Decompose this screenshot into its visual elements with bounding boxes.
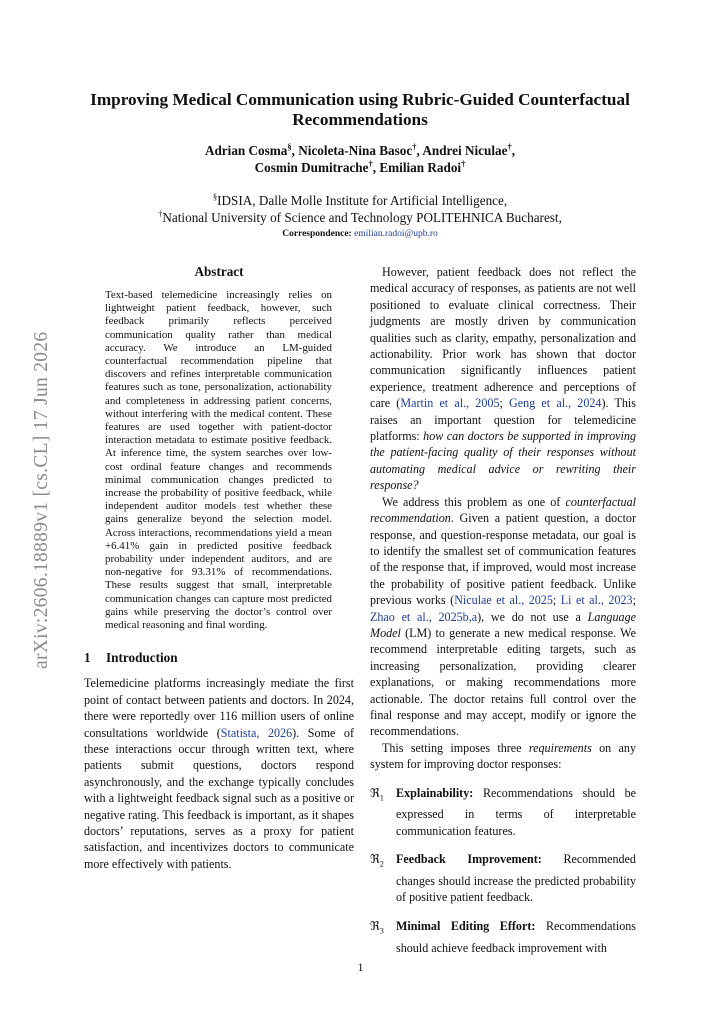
citation-link[interactable]: Geng et al., 2024	[509, 396, 602, 411]
author-name: , Andrei Niculae	[416, 143, 508, 158]
correspondence	[80, 226, 640, 243]
text-run: ;	[552, 593, 561, 608]
arxiv-identifier: arXiv:2606.18889v1 [cs.CL] 17 Jun 2026	[31, 331, 52, 669]
correspondence-label: Correspondence:	[282, 229, 352, 239]
paper-title	[80, 90, 640, 130]
fraktur-r: ℜ	[370, 918, 380, 933]
authors-line-1	[80, 142, 640, 159]
requirement-symbol	[370, 785, 396, 807]
text-run: ;	[632, 593, 636, 608]
section-title: Introduction	[106, 650, 178, 666]
requirement-name: Minimal Editing Effort:	[396, 918, 536, 933]
requirement-1	[370, 785, 636, 840]
text-run: ), we do not use a	[477, 609, 588, 624]
affil-mark: †	[507, 141, 512, 152]
text-run: This setting imposes three	[382, 740, 529, 755]
affil-mark: †	[412, 141, 417, 152]
emphasis: Language Model	[370, 609, 636, 640]
requirement-index: 1	[379, 793, 384, 802]
right-paragraph-1	[370, 264, 636, 494]
affiliation-text: IDSIA, Dalle Molle Institute for Artificial Intelligence,	[217, 193, 508, 208]
author-list	[80, 142, 640, 176]
section-number: 1	[84, 650, 91, 666]
affiliation-1	[80, 192, 640, 209]
emphasis: counterfactual recommendation	[370, 494, 636, 526]
text-run: ). This raises an important question for telemedicine platforms:	[370, 396, 636, 444]
text-run: ;	[499, 396, 510, 411]
research-question: how can doctors be supported in improving the patient-facing quality of their responses without automating medical advice or rewriting their response?	[370, 429, 637, 493]
affiliation-text: National University of Science and Technology POLITEHNICA Bucharest,	[162, 210, 562, 225]
citation-link[interactable]: Martin et al., 2005	[400, 396, 500, 411]
affil-mark: §	[287, 141, 292, 152]
requirement-text: Recommendations should achieve feedback improvement with	[396, 918, 636, 955]
requirement-index: 2	[379, 859, 384, 869]
abstract-heading: Abstract	[194, 264, 244, 279]
requirement-text: Recommended changes should increase the predicted probability of positive patient feedback.	[396, 852, 636, 905]
requirement-name: Feedback Improvement:	[396, 852, 542, 867]
intro-paragraph-1	[84, 675, 354, 872]
affil-mark: §	[212, 191, 218, 202]
citation-link[interactable]: Zhao et al., 2025b,a	[370, 609, 478, 624]
correspondence-email-link[interactable]: emilian.radoi@upb.ro	[354, 229, 438, 239]
affiliation-2	[80, 209, 640, 226]
emphasis: requirements	[528, 740, 592, 755]
author-name: , Emilian Radoi	[372, 160, 462, 175]
citation-link[interactable]: Niculae et al., 2025	[454, 593, 553, 608]
text-run: ). Some of these interactions occur through written text, where patients submit questions, doctors respond asynchronously, and the exchange typically concludes with a lightweight feedback signal such as a positive or negative rating. This feedback is important, as it shapes doctors’ reputations, serves as a proxy for patient satisfaction, and incentivizes doctors to communicate more effectively with patients.	[84, 725, 354, 871]
text-run: Telemedicine platforms increasingly mediate the first point of contact between patients and doctors. In 2024, there were reportedly over 116 million users of online consultations worldwide (	[84, 676, 354, 740]
text-run: (LM) to generate a new medical response. We recommend interpretable editing targets, such as increasing personalization, providing clearer explanations, or making recommendations more actionable. The doctor retains full control over the final response and may accept, modify or ignore the recommendations.	[370, 625, 636, 739]
requirement-index: 3	[379, 926, 384, 936]
right-paragraph-3	[370, 740, 636, 773]
title-line-2: Recommendations	[292, 110, 428, 129]
page-number: 1	[357, 960, 364, 974]
text-run: . Given a patient question, a doctor response, and question-response metadata, our goal is to identify the smallest set of communication features of the response that, if improved, would most increase the probability of positive patient feedback. Unlike previous works (	[370, 511, 636, 608]
requirement-text: Recommendations should be expressed in terms of interpretable communication features.	[396, 785, 636, 838]
text-run: on any system for improving doctor responses:	[370, 740, 637, 772]
right-column	[370, 264, 636, 956]
affil-mark: †	[461, 158, 466, 169]
affil-mark: †	[158, 208, 163, 219]
abstract-text: Text-based telemedicine increasingly relies on lightweight patient feedback, however, such feedback primarily reflects perceived communication quality rather than medical accuracy. We introduce an LM-guided counterfactual recommendation pipeline that discovers and refines interpretable communication features such as tone, personalization, actionability and completeness in addressing patient concerns, without interfering with the medical content. These features are used together with patient-doctor interaction metadata to estimate positive feedback. At inference time, the system searches over low-cost ordinal feature changes and recommends minimal communication changes predicted to increase the probability of positive feedback, while independent auditor models test whether these gains generalize beyond the selection model. Across interactions, recommendations yield a mean +6.41% gain in predicted positive feedback probability under independent auditors, and are non-negative for 93.31% of recommendations. These results suggest that small, interpretable communication changes can capture most predicted gains while preserving the doctor’s control over medical reasoning and final wording.	[105, 289, 332, 632]
authors-line-2	[80, 159, 640, 176]
title-line-1: Improving Medical Communication using Rubric-Guided Counterfactual	[90, 90, 630, 109]
citation-link[interactable]: Li et al., 2023	[560, 593, 633, 608]
author-name: Cosmin Dumitrache	[254, 160, 369, 175]
right-paragraph-2	[370, 494, 636, 740]
text-run: However, patient feedback does not reflect the medical accuracy of responses, as patients are not well positioned to evaluate clinical correctness. Their judgments are mostly driven by communication qualities such as clarity, empathy, personalization and actionability. Prior work has shown that doctor communication significantly influences patient experience, treatment adherence and perceptions of care (	[370, 265, 636, 411]
text-run: We address this problem as one of	[382, 494, 566, 509]
affil-mark: †	[368, 158, 373, 169]
fraktur-r: ℜ	[370, 852, 380, 867]
requirement-symbol	[370, 918, 396, 940]
requirement-symbol	[370, 851, 396, 873]
requirement-2	[370, 851, 636, 906]
citation-link[interactable]: Statista, 2026	[220, 725, 293, 740]
fraktur-r: ℜ	[370, 785, 380, 800]
left-column	[84, 264, 354, 872]
affiliations	[80, 192, 640, 243]
author-sep: ,	[511, 143, 516, 158]
requirement-name: Explainability:	[396, 785, 474, 800]
author-name: Adrian Cosma	[204, 143, 288, 158]
requirement-3	[370, 918, 636, 956]
author-name: , Nicoleta-Nina Basoc	[291, 143, 413, 158]
section-heading-introduction	[84, 650, 354, 666]
